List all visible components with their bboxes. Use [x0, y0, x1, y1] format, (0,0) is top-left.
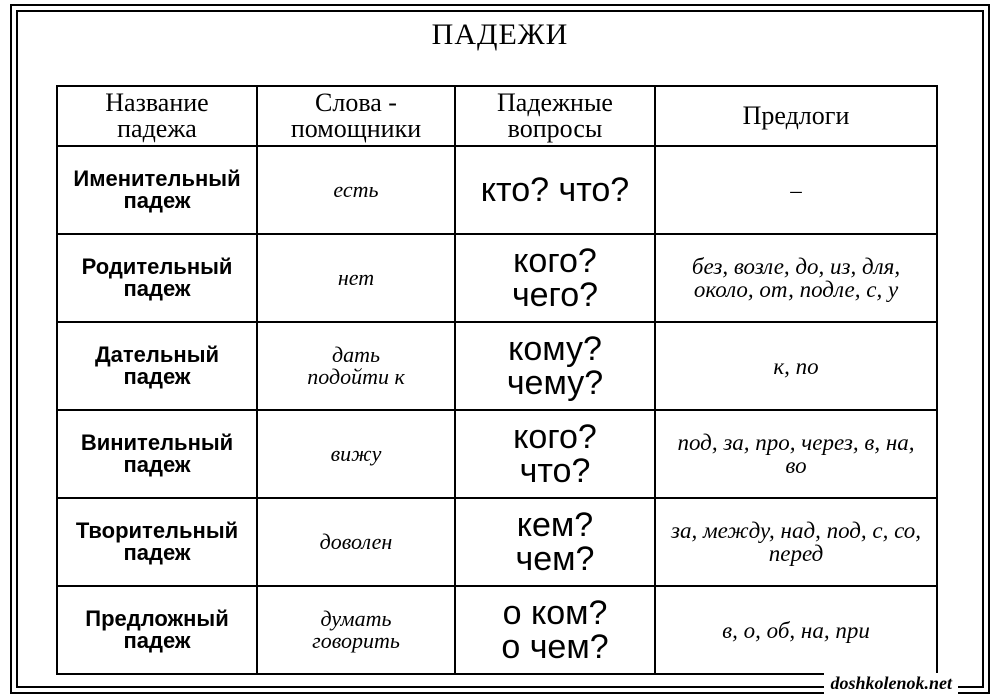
helper-cell: доволен — [257, 498, 455, 586]
question-cell: кого? что? — [455, 410, 655, 498]
case-name-cell: Родительный падеж — [57, 234, 257, 322]
table-row — [57, 322, 937, 410]
case-name-cell: Дательный падеж — [57, 322, 257, 410]
table-row — [57, 410, 937, 498]
prepositions-cell: к, по — [655, 322, 937, 410]
header-row — [57, 86, 937, 146]
watermark: doshkolenok.net — [824, 673, 958, 694]
table-row — [57, 146, 937, 234]
case-name-cell: Предложный падеж — [57, 586, 257, 674]
header-prepositions: Предлоги — [655, 86, 937, 146]
header-case-name: Название падежа — [57, 86, 257, 146]
table-row — [57, 234, 937, 322]
case-name-cell: Винительный падеж — [57, 410, 257, 498]
table-row — [57, 586, 937, 674]
prepositions-cell: без, возле, до, из, для, около, от, подле, с, у — [655, 234, 937, 322]
question-cell: кому? чему? — [455, 322, 655, 410]
header-questions: Падежные вопросы — [455, 86, 655, 146]
prepositions-cell: под, за, про, через, в, на, во — [655, 410, 937, 498]
question-cell: о ком? о чем? — [455, 586, 655, 674]
helper-cell: думать говорить — [257, 586, 455, 674]
helper-cell: нет — [257, 234, 455, 322]
helper-cell: дать подойти к — [257, 322, 455, 410]
case-name-cell: Творительный падеж — [57, 498, 257, 586]
case-name-cell: Именительный падеж — [57, 146, 257, 234]
prepositions-cell: в, о, об, на, при — [655, 586, 937, 674]
prepositions-cell: – — [655, 146, 937, 234]
cases-table — [56, 85, 938, 675]
question-cell: кого? чего? — [455, 234, 655, 322]
page-title: ПАДЕЖИ — [431, 18, 569, 51]
helper-cell: есть — [257, 146, 455, 234]
header-helper-words: Слова - помощники — [257, 86, 455, 146]
question-cell: кто? что? — [455, 146, 655, 234]
helper-cell: вижу — [257, 410, 455, 498]
prepositions-cell: за, между, над, под, с, со, перед — [655, 498, 937, 586]
table-row — [57, 498, 937, 586]
question-cell: кем? чем? — [455, 498, 655, 586]
